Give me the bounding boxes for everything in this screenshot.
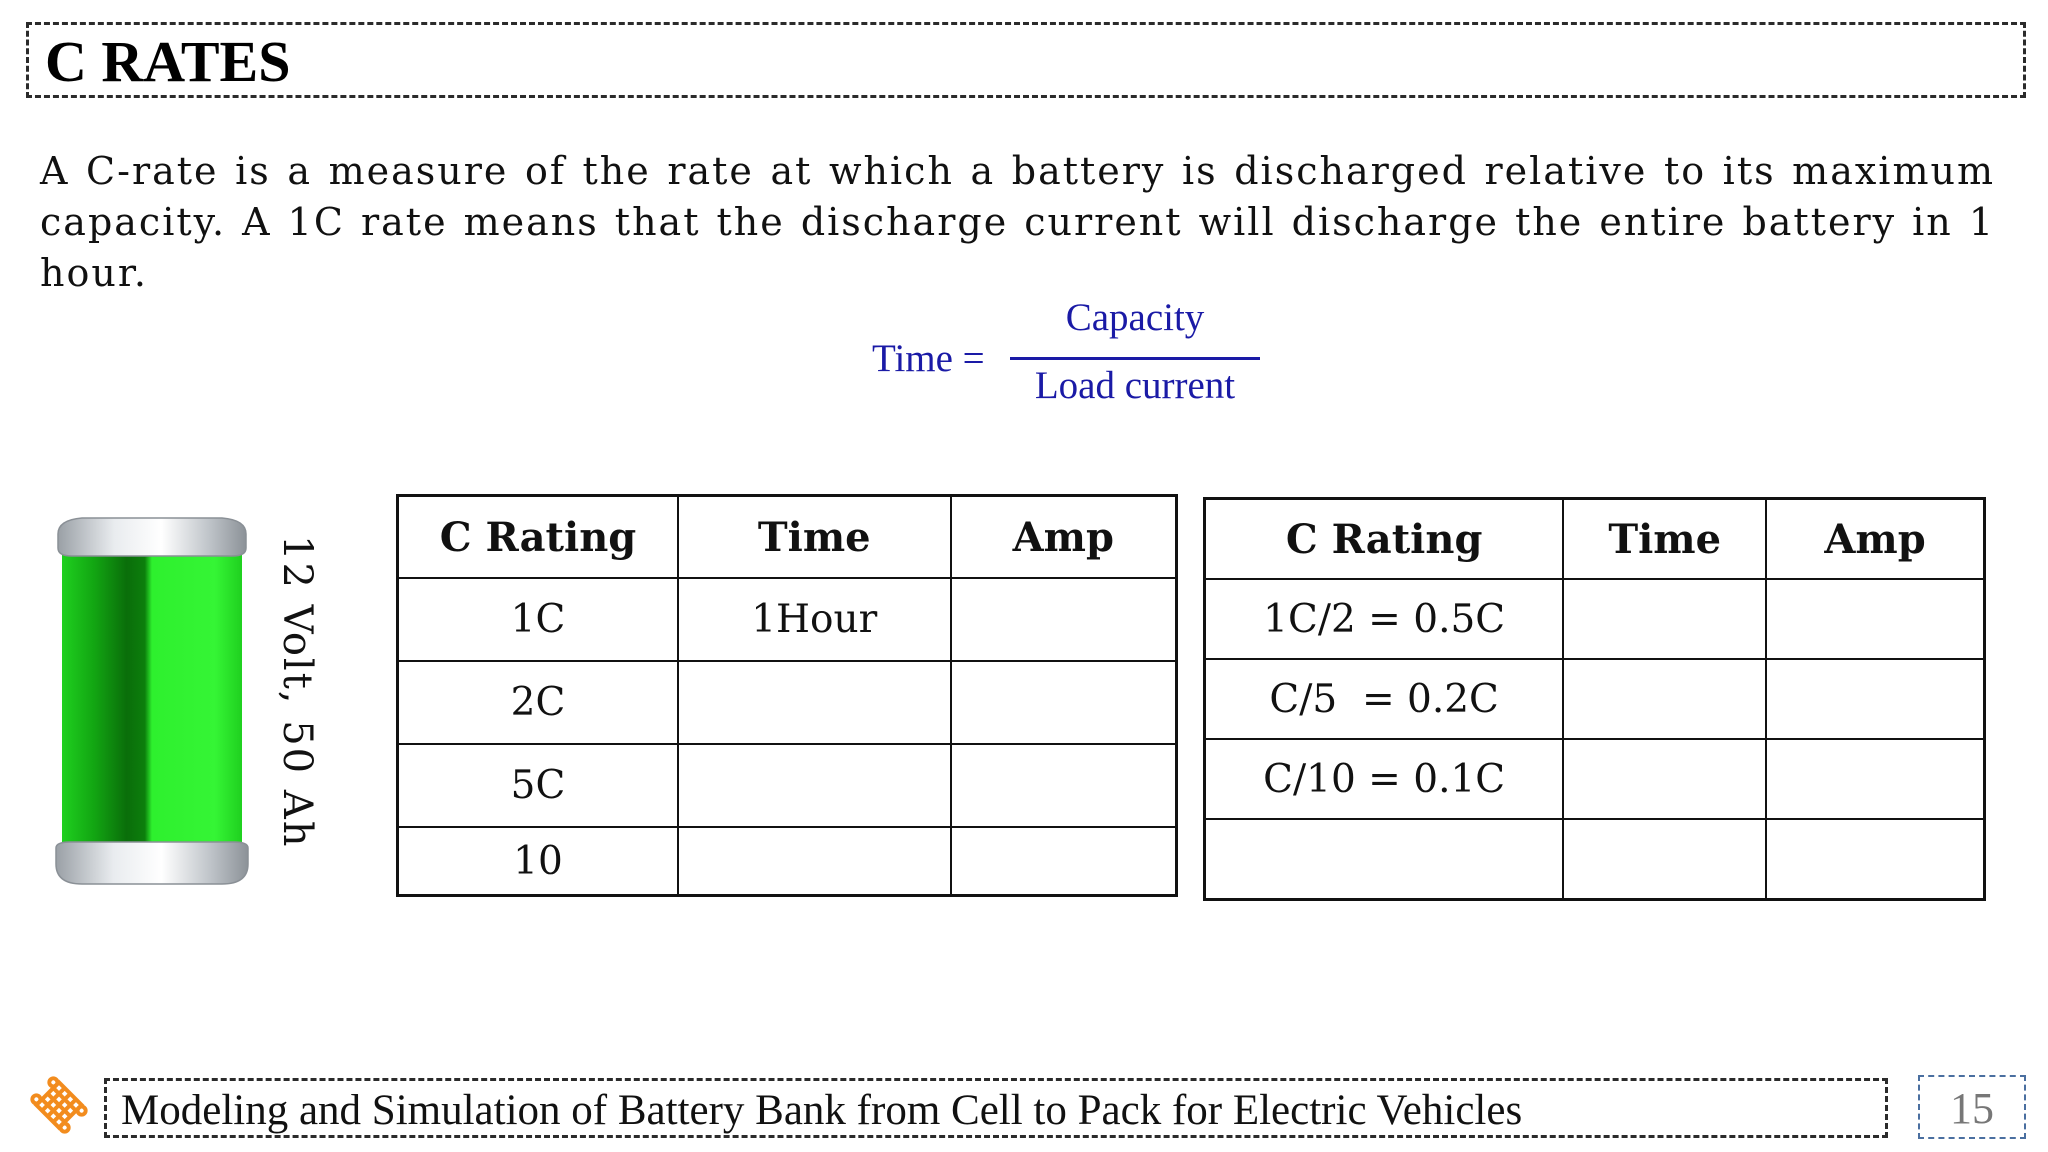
footer-title: Modeling and Simulation of Battery Bank from Cell to Pack for Electric Vehicles	[121, 1087, 1523, 1134]
page-number-box	[1918, 1075, 2026, 1139]
c-rating-table-right	[1203, 497, 1986, 901]
battery-spec-text: 12 Volt, 50 Ah	[274, 535, 320, 849]
formula-lhs: Time =	[872, 337, 985, 380]
table-cell	[951, 578, 1177, 661]
table-cell	[678, 744, 951, 827]
table-cell: 1C/2 = 0.5C	[1205, 579, 1564, 659]
table-row	[1205, 739, 1985, 819]
column-header-amp: Amp	[951, 496, 1177, 579]
table-cell	[951, 744, 1177, 827]
column-header-amp: Amp	[1766, 499, 1984, 580]
table-cell	[951, 661, 1177, 744]
table-cell	[1766, 819, 1984, 900]
column-header-c-rating: C Rating	[1205, 499, 1564, 580]
table-cell: 5C	[398, 744, 678, 827]
column-header-time: Time	[1563, 499, 1766, 580]
table-row	[398, 827, 1177, 896]
table-cell	[951, 827, 1177, 896]
table-row	[1205, 819, 1985, 900]
page-number: 15	[1950, 1084, 1994, 1133]
c-rating-table-left	[396, 494, 1178, 897]
table-cell	[1563, 819, 1766, 900]
table-cell: 2C	[398, 661, 678, 744]
table-row	[398, 578, 1177, 661]
table-cell	[1563, 659, 1766, 739]
table-cell	[1205, 819, 1564, 900]
formula-denominator: Load current	[1034, 364, 1236, 407]
table-row	[398, 661, 1177, 744]
table-cell: 1Hour	[678, 578, 951, 661]
battery-icon	[52, 512, 252, 888]
table-row	[398, 744, 1177, 827]
column-header-c-rating: C Rating	[398, 496, 678, 579]
title-box	[26, 22, 2026, 98]
intro-paragraph: A C-rate is a measure of the rate at which a battery is discharged relative to its maximum capacity. A 1C rate means that the discharge current will discharge the entire battery in 1 hour.	[40, 149, 1995, 295]
battery-body	[62, 534, 242, 864]
footer-box	[104, 1078, 1888, 1138]
table-cell	[1766, 659, 1984, 739]
table-cell	[678, 661, 951, 744]
battery-top-cap	[58, 518, 246, 556]
table-cell: 10	[398, 827, 678, 896]
table-cell	[1563, 579, 1766, 659]
battery-bottom-cap	[56, 842, 248, 884]
table-cell: 1C	[398, 578, 678, 661]
table-cell: C/10 = 0.1C	[1205, 739, 1564, 819]
table-row	[1205, 659, 1985, 739]
table-cell: C/5 = 0.2C	[1205, 659, 1564, 739]
table-cell	[1563, 739, 1766, 819]
table-cell	[1766, 579, 1984, 659]
formula-numerator: Capacity	[1065, 296, 1205, 339]
column-header-time: Time	[678, 496, 951, 579]
slide-title: C RATES	[45, 29, 291, 94]
table-cell	[678, 827, 951, 896]
table-row	[1205, 579, 1985, 659]
formula-fraction-bar	[1010, 357, 1260, 360]
battery-spec-label	[270, 535, 330, 855]
table-cell	[1766, 739, 1984, 819]
endless-knot-icon	[26, 1072, 92, 1138]
